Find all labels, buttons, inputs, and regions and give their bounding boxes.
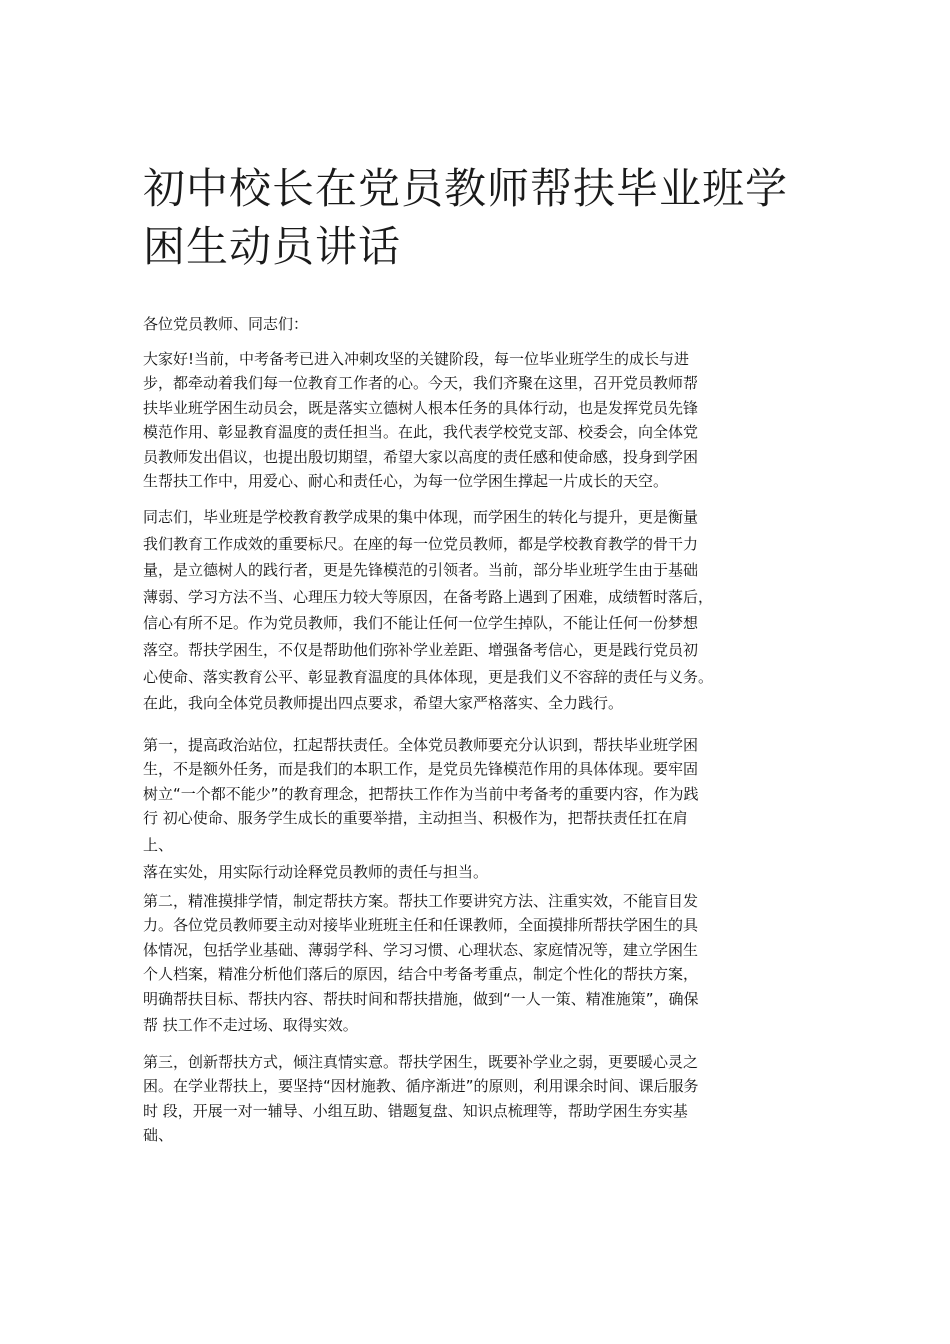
text-line: 困。在学业帮扶上，要坚持“因材施教、循序渐进”的原则，利用课余时间、课后服务 — [143, 1077, 699, 1096]
paragraph-point-one — [143, 733, 823, 884]
text-line: 上、 — [143, 836, 174, 855]
text-line: 第二，精准摸排学情，制定帮扶方案。帮扶工作要讲究方法、注重实效，不能盲目发 — [143, 892, 699, 910]
text-line: 在此，我向全体党员教师提出四点要求，希望大家严格落实、全力践行。 — [143, 694, 624, 713]
text-line: 体情况，包括学业基础、薄弱学科、学习习惯、心理状态、家庭情况等，建立学困生 — [143, 940, 699, 959]
paragraph-intro — [143, 347, 823, 493]
text-line: 第一，提高政治站位，扛起帮扶责任。全体党员教师要充分认识到，帮扶毕业班学困 — [143, 736, 699, 754]
text-line: 落空。帮扶学困生，不仅是帮助他们弥补学业差距、增强备考信心，更是践行党员初 — [143, 640, 699, 659]
text-line: 础、 — [143, 1126, 174, 1145]
text-line: 树立“一个都不能少”的教育理念，把帮扶工作作为当前中考备考的重要内容，作为践 — [143, 784, 699, 803]
paragraph-context — [143, 504, 823, 717]
text-line: 扶毕业班学困生动员会，既是落实立德树人根本任务的具体行动，也是发挥党员先锋 — [143, 398, 699, 417]
text-line: 生，不是额外任务，而是我们的本职工作，是党员先锋模范作用的具体体现。要牢固 — [143, 760, 699, 779]
paragraph-point-three — [143, 1050, 823, 1148]
text-line: 薄弱、学习方法不当、心理压力较大等原因，在备考路上遇到了困难，成绩暂时落后， — [143, 587, 714, 606]
text-line: 行 初心使命、服务学生成长的重要举措，主动担当、积极作为，把帮扶责任扛在肩 — [143, 808, 688, 827]
text-line: 信心有所不足。作为党员教师，我们不能让任何一位学生掉队，不能让任何一份梦想 — [143, 614, 699, 633]
text-line: 步，都牵动着我们每一位教育工作者的心。今天，我们齐聚在这里，召开党员教师帮 — [143, 374, 699, 393]
text-line: 明确帮扶目标、帮扶内容、帮扶时间和帮扶措施，做到“一人一策、精准施策”，确保 — [143, 990, 699, 1009]
text-line: 量，是立德树人的践行者，更是先锋模范的引领者。当前，部分毕业班学生由于基础 — [143, 561, 699, 580]
text-line: 落在实处，用实际行动诠释党员教师的责任与担当。 — [143, 863, 489, 882]
text-line: 个人档案，精准分析他们落后的原因，结合中考备考重点，制定个性化的帮扶方案， — [143, 964, 699, 983]
title-line: 初中校长在党员教师帮扶毕业班学 — [143, 164, 789, 213]
text-line: 第三，创新帮扶方式，倾注真情实意。帮扶学困生，既要补学业之弱，更要暖心灵之 — [143, 1053, 699, 1071]
page-title — [143, 160, 833, 276]
text-line: 生帮扶工作中，用爱心、耐心和责任心，为每一位学困生撑起一片成长的天空。 — [143, 471, 669, 490]
text-line: 帮 扶工作不走过场、取得实效。 — [143, 1016, 358, 1035]
text-line: 心使命、落实教育公平、彰显教育温度的具体体现，更是我们义不容辞的责任与义务。 — [143, 667, 714, 686]
text-line: 同志们，毕业班是学校教育教学成果的集中体现，而学困生的转化与提升，更是衡量 — [143, 508, 699, 526]
text-line: 时 段，开展一对一辅导、小组互助、错题复盘、知识点梳理等，帮助学困生夯实基 — [143, 1101, 688, 1120]
text-line: 模范作用、彰显教育温度的责任担当。在此，我代表学校党支部、校委会，向全体党 — [143, 423, 699, 442]
salutation: 各位党员教师、同志们： — [143, 315, 309, 333]
title-line: 困生动员讲话 — [143, 222, 402, 271]
text-line: 我们教育工作成效的重要标尺。在座的每一位党员教师，都是学校教育教学的骨干力 — [143, 534, 699, 553]
text-line: 员教师发出倡议，也提出殷切期望，希望大家以高度的责任感和使命感，投身到学困 — [143, 447, 699, 466]
text-line: 大家好!当前，中考备考已进入冲刺攻坚的关键阶段，每一位毕业班学生的成长与进 — [143, 350, 690, 368]
text-line: 力。各位党员教师要主动对接毕业班班主任和任课教师，全面摸排所帮扶学困生的具 — [143, 916, 699, 935]
paragraph-point-two — [143, 889, 823, 1037]
